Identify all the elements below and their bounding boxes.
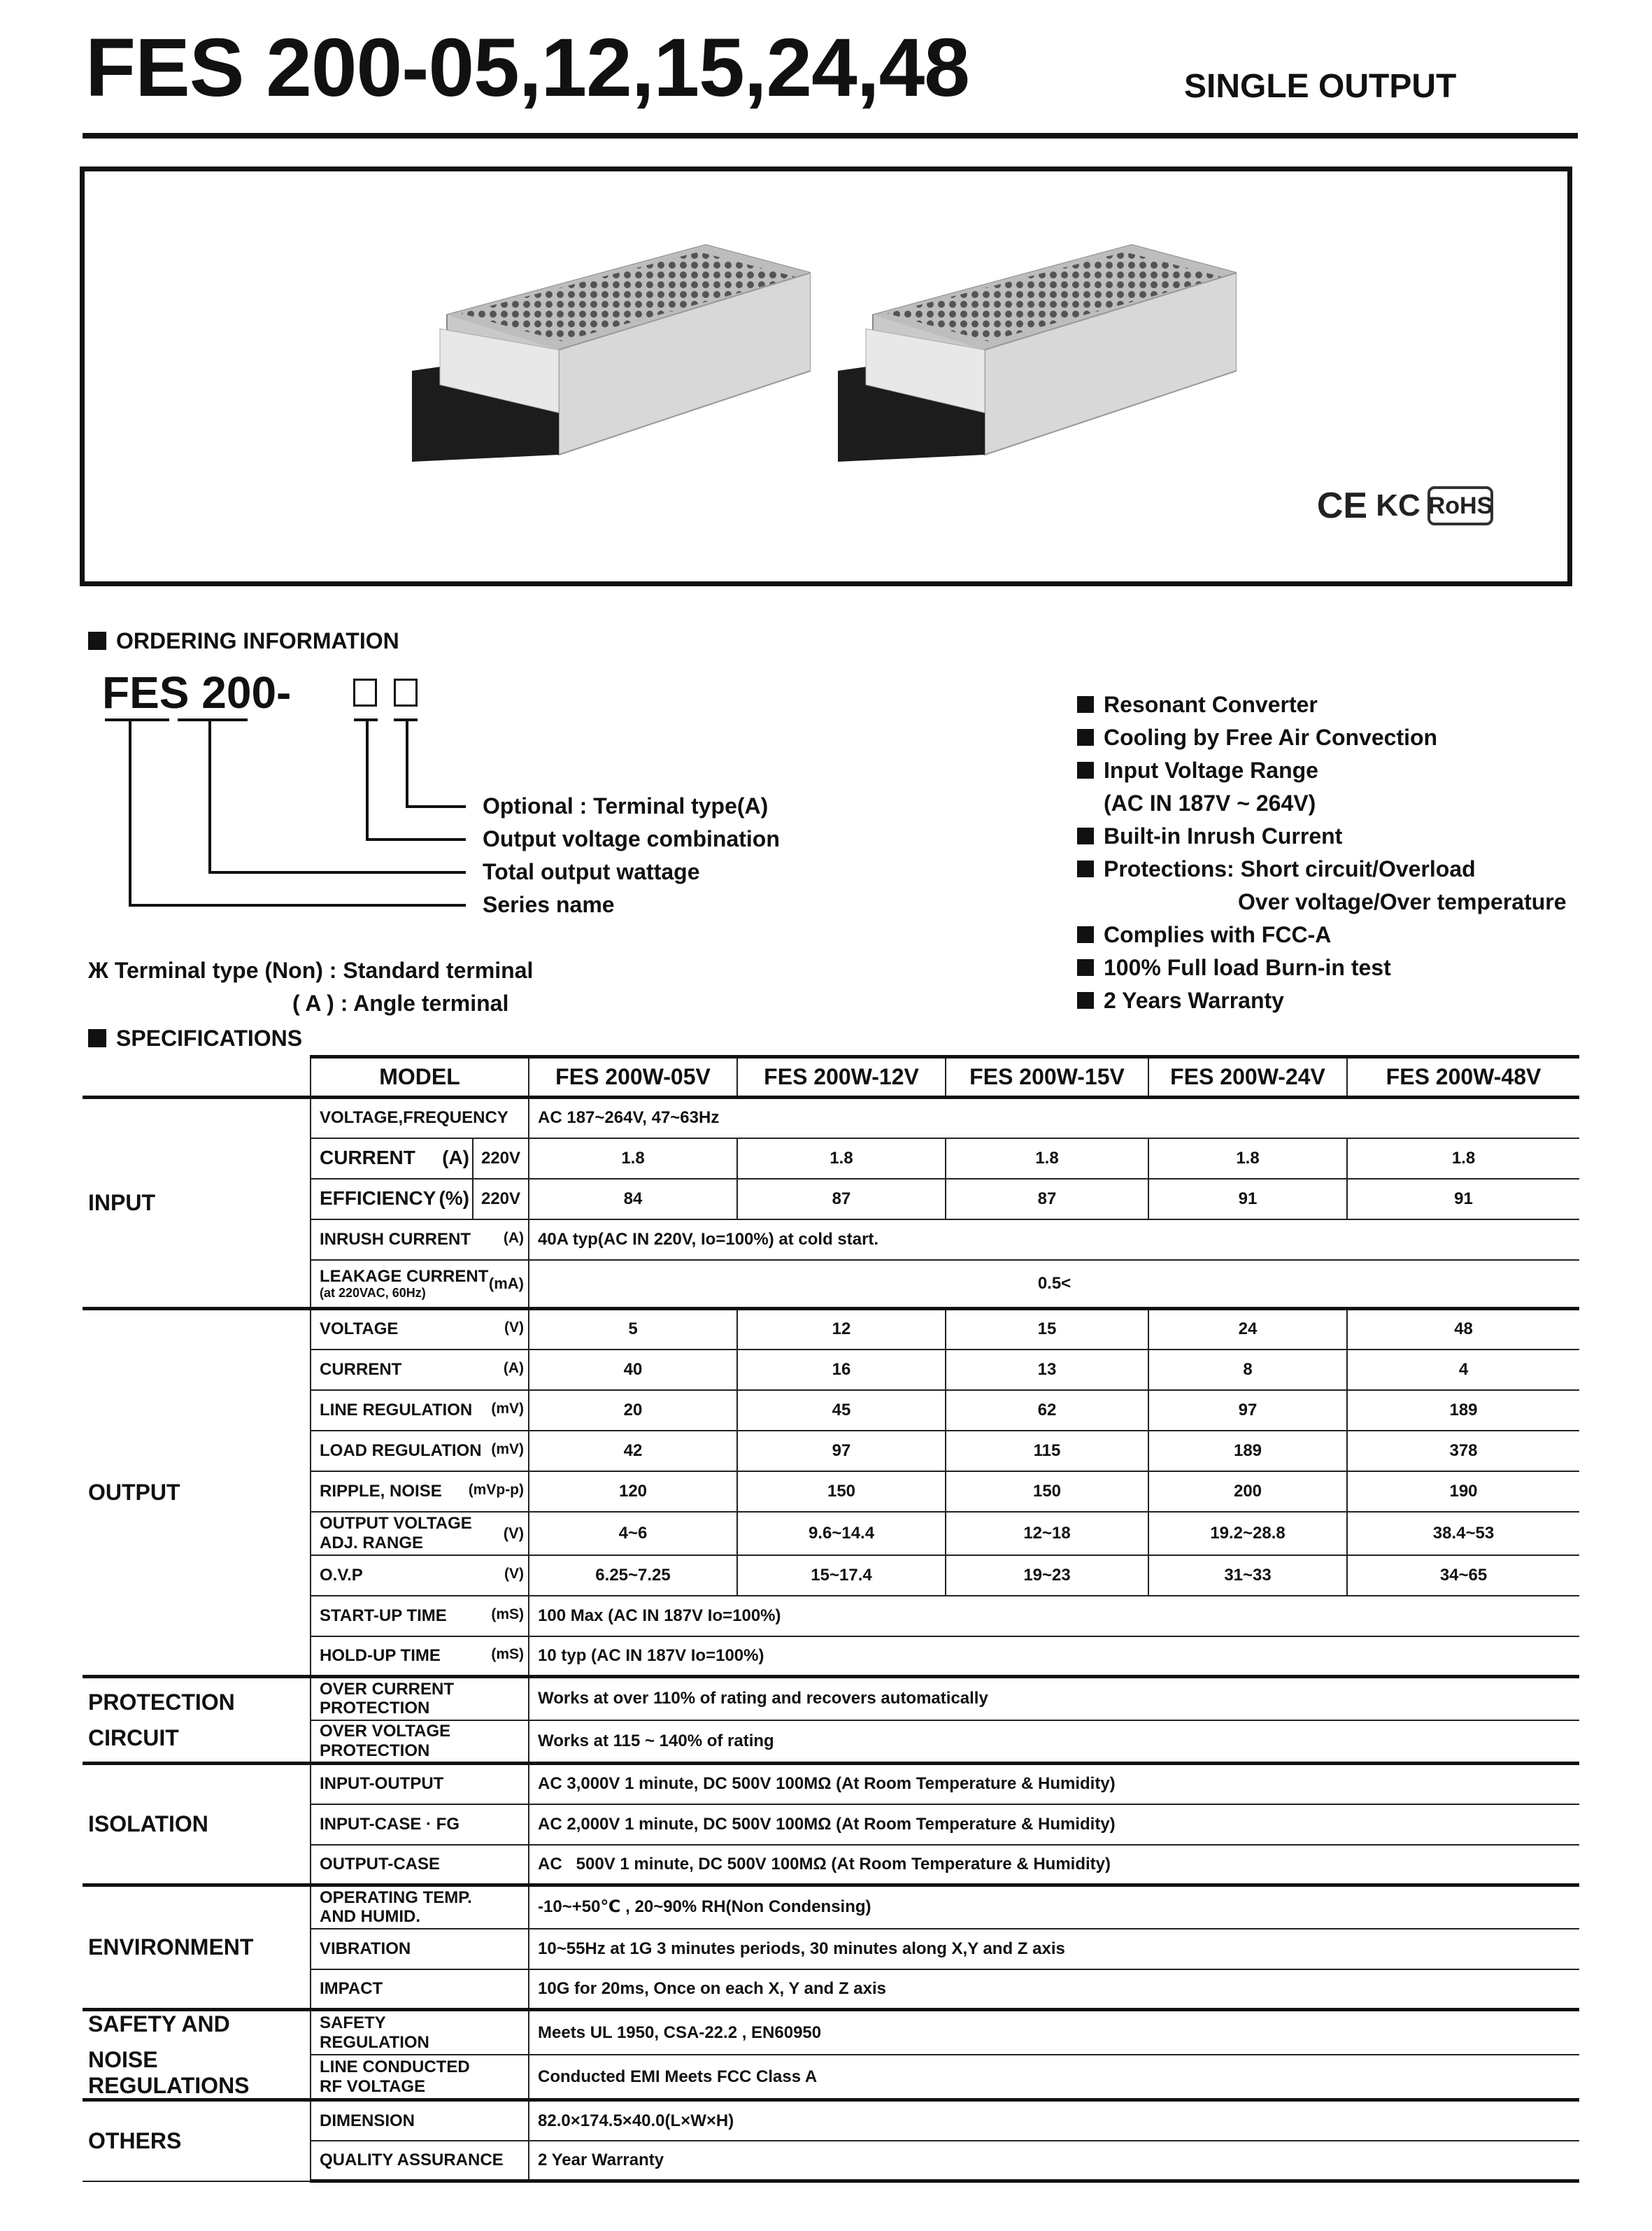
table-row: LINE CONDUCTED RF VOLTAGE Conducted EMI Meets FCC Class A [83,2055,1579,2100]
table-row: CURRENT (A) 220V 1.8 1.8 1.8 1.8 1.8 [83,1138,1579,1179]
table-row: HOLD-UP TIME (mS) 10 typ (AC IN 187V Io=100%) [83,1636,1579,1677]
table-row: LINE REGULATION (mV) 20 45 62 97 189 [83,1390,1579,1431]
table-row: OUTPUT VOLTAGE (V) 5 12 15 24 48 [83,1309,1579,1350]
rohs-mark-icon: RoHS [1427,486,1493,525]
code-box-2 [394,679,418,707]
category-safety: SAFETY AND NOISE REGULATIONS [83,2010,311,2100]
table-row: EFFICIENCY (%) 220V 84 87 87 91 91 [83,1179,1579,1219]
ce-mark-icon: CE [1316,486,1368,526]
ordering-label-series: Series name [483,892,615,917]
category-output: OUTPUT [83,1309,311,1677]
specifications-table [83,1055,1579,2183]
table-row: OVER VOLTAGE PROTECTION Works at 115 ~ 140% of rating [83,1720,1579,1764]
category-environment: ENVIRONMENT [83,1885,311,2010]
feature-item: Resonant Converter [1077,693,1318,716]
code-box-1 [353,679,377,707]
page-title: FES 200-05,12,15,24,48 [85,22,969,114]
table-row: IMPACT 10G for 20ms, Once on each X, Y and Z axis [83,1969,1579,2010]
category-isolation: ISOLATION [83,1764,311,1885]
terminal-note-standard: Ж Terminal type (Non) : Standard terminal [88,958,534,983]
table-header-row [83,1057,1579,1098]
table-row: START-UP TIME (mS) 100 Max (AC IN 187V Io=100%) [83,1596,1579,1636]
page-subtitle: SINGLE OUTPUT [1184,68,1457,105]
order-code-prefix: FES 200- [102,667,292,718]
product-image-frame [80,167,1572,586]
category-input: INPUT [83,1098,311,1309]
feature-item-continued: (AC IN 187V ~ 264V) [1104,791,1316,816]
feature-item: 100% Full load Burn-in test [1077,956,1391,979]
model-column-header: FES 200W-48V [1347,1057,1579,1098]
feature-item: Complies with FCC-A [1077,923,1331,946]
table-row: SAFETY AND NOISE REGULATIONS SAFETY REGULATION Meets UL 1950, CSA-22.2 , EN60950 [83,2010,1579,2055]
ordering-label-voltage: Output voltage combination [483,826,780,851]
table-row: OUTPUT VOLTAGE ADJ. RANGE (V) 4~6 9.6~14.4 12~18 19.2~28.8 38.4~53 [83,1512,1579,1555]
table-row: INPUT VOLTAGE,FREQUENCY AC 187~264V, 47~63Hz [83,1098,1579,1138]
table-row: VIBRATION 10~55Hz at 1G 3 minutes periods, 30 minutes along X,Y and Z axis [83,1929,1579,1969]
table-row: LOAD REGULATION (mV) 42 97 115 189 378 [83,1431,1579,1471]
table-row: PROTECTION CIRCUIT OVER CURRENT PROTECTION Works at over 110% of rating and recovers automatically [83,1677,1579,1720]
table-row: LEAKAGE CURRENT (at 220VAC, 60Hz) (mA) 0.5< [83,1260,1579,1309]
table-row: ENVIRONMENT OPERATING TEMP. AND HUMID. -10~+50℃ , 20~90% RH(Non Condensing) [83,1885,1579,1929]
table-row: O.V.P (V) 6.25~7.25 15~17.4 19~23 31~33 34~65 [83,1555,1579,1596]
wattage-underline [178,718,248,721]
model-column-header: FES 200W-12V [737,1057,946,1098]
ordering-information-heading: ORDERING INFORMATION [88,630,399,652]
table-row: OTHERS DIMENSION 82.0×174.5×40.0(L×W×H) [83,2100,1579,2141]
category-protection: PROTECTION CIRCUIT [83,1677,311,1764]
feature-item: Cooling by Free Air Convection [1077,726,1437,749]
specifications-heading: SPECIFICATIONS [88,1027,302,1049]
table-row: OUTPUT-CASE AC 500V 1 minute, DC 500V 100MΩ (At Room Temperature & Humidity) [83,1845,1579,1885]
ordering-label-terminal: Optional : Terminal type(A) [483,793,769,819]
terminal-note-angle: ( A ) : Angle terminal [292,991,509,1016]
feature-item: Protections: Short circuit/Overload [1077,858,1476,880]
title-divider [83,133,1578,139]
series-underline [105,718,169,721]
feature-item: Input Voltage Range [1077,759,1318,781]
model-column-header: FES 200W-05V [529,1057,737,1098]
model-header: MODEL [311,1057,529,1098]
model-column-header: FES 200W-15V [946,1057,1148,1098]
feature-item: 2 Years Warranty [1077,989,1284,1012]
square-bullet-icon [88,632,106,650]
power-supply-image-right [824,231,1237,462]
table-row: INRUSH CURRENT (A) 40A typ(AC IN 220V, Io=100%) at cold start. [83,1219,1579,1260]
table-row: CURRENT (A) 40 16 13 8 4 [83,1350,1579,1390]
feature-item: Built-in Inrush Current [1077,825,1342,847]
ordering-label-wattage: Total output wattage [483,859,700,884]
square-bullet-icon [88,1029,106,1047]
kc-mark-icon: KC [1376,488,1420,523]
category-others: OTHERS [83,2100,311,2181]
feature-item-continued: Over voltage/Over temperature [1238,889,1567,914]
model-column-header: FES 200W-24V [1148,1057,1347,1098]
power-supply-image-left [398,231,811,462]
table-row: RIPPLE, NOISE (mVp-p) 120 150 150 200 190 [83,1471,1579,1512]
table-row: ISOLATION INPUT-OUTPUT AC 3,000V 1 minute, DC 500V 100MΩ (At Room Temperature & Humidity) [83,1764,1579,1804]
table-row: QUALITY ASSURANCE 2 Year Warranty [83,2141,1579,2181]
table-row: INPUT-CASE · FG AC 2,000V 1 minute, DC 500V 100MΩ (At Room Temperature & Humidity) [83,1804,1579,1845]
